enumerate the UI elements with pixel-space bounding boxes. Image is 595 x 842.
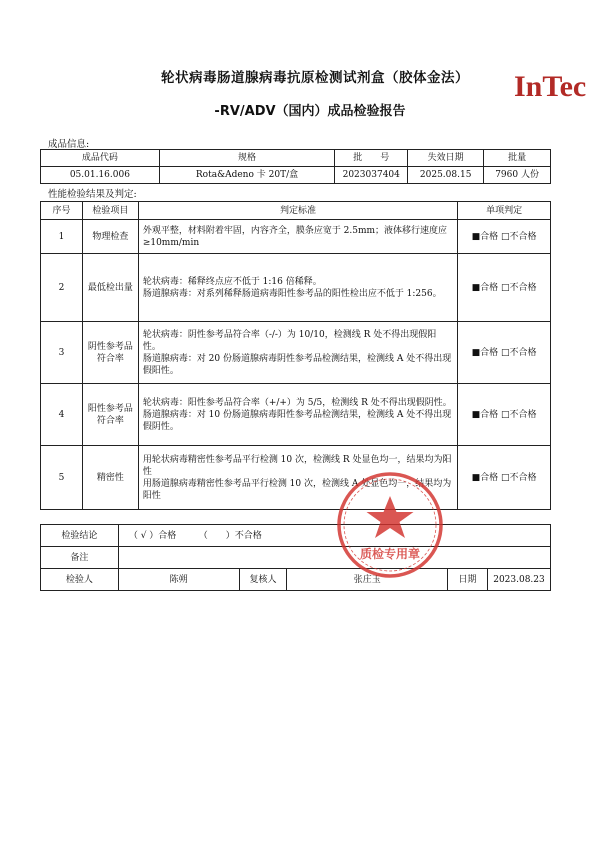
row-standard <box>138 446 457 510</box>
inspector-name: 陈朔 <box>118 569 239 591</box>
row-verdict: ■合格 □不合格 <box>458 446 551 510</box>
reviewer-label: 复核人 <box>239 569 287 591</box>
standard-line: 肠道腺病毒：对 20 份肠道腺病毒阴性参考品检测结果，检测线 A 处不得出现假阳性。 <box>142 353 452 376</box>
row-verdict: ■合格 □不合格 <box>458 220 551 254</box>
header-batch: 批 号 <box>335 150 408 167</box>
logo-text: InTec <box>514 70 587 103</box>
date-value: 2023.08.23 <box>487 569 550 591</box>
table-row <box>41 322 551 384</box>
standard-line: 轮状病毒：稀释终点应不低于 1:16 倍稀释。 <box>142 276 322 287</box>
conclusion-label: 检验结论 <box>41 525 119 547</box>
table-row <box>41 446 551 510</box>
conclusion-value: （ √ ）合格 （ ）不合格 <box>118 525 550 547</box>
signature-row <box>41 569 551 591</box>
row-item: 最低检出量 <box>82 254 138 322</box>
standard-line: 轮状病毒：阳性参考品符合率（+/+）为 5/5，检测线 R 处不得出现假阴性。 <box>142 397 452 408</box>
header-verdict: 单项判定 <box>458 202 551 220</box>
remarks-row <box>41 547 551 569</box>
row-item: 阳性参考品符合率 <box>82 384 138 446</box>
row-no: 2 <box>41 254 83 322</box>
performance-table <box>40 201 551 510</box>
row-standard <box>138 220 457 254</box>
row-standard <box>138 384 457 446</box>
row-verdict: ■合格 □不合格 <box>458 322 551 384</box>
value-expiry: 2025.08.15 <box>408 167 484 184</box>
row-item: 阴性参考品符合率 <box>82 322 138 384</box>
row-item: 精密性 <box>82 446 138 510</box>
conclusion-table <box>40 524 551 591</box>
product-info-table <box>40 149 551 184</box>
table-row <box>41 254 551 322</box>
value-product-code: 05.01.16.006 <box>41 167 160 184</box>
report-title-line1: 轮状病毒肠道腺病毒抗原检测试剂盒（胶体金法） <box>161 70 469 86</box>
product-info-label: 成品信息: <box>48 139 90 150</box>
report-title-line2: -RV/ADV（国内）成品检验报告 <box>214 104 406 119</box>
header-item: 检验项目 <box>82 202 138 220</box>
stamp-text: 质检专用章 <box>359 547 421 561</box>
inspector-label: 检验人 <box>41 569 119 591</box>
header-standard: 判定标准 <box>138 202 457 220</box>
row-no: 1 <box>41 220 83 254</box>
product-info-value-row <box>41 167 551 184</box>
header-quantity: 批量 <box>484 150 551 167</box>
row-no: 5 <box>41 446 83 510</box>
reviewer-name: 张庄玉 <box>287 569 448 591</box>
performance-label: 性能检验结果及判定: <box>48 189 137 200</box>
header-spec: 规格 <box>159 150 335 167</box>
product-info-header-row <box>41 150 551 167</box>
value-quantity: 7960 人份 <box>484 167 551 184</box>
row-verdict: ■合格 □不合格 <box>458 254 551 322</box>
standard-line: 肠道腺病毒：对系列稀释肠道病毒阳性参考品的阳性检出应不低于 1:256。 <box>142 288 442 299</box>
value-spec: Rota&Adeno 卡 20T/盒 <box>159 167 335 184</box>
table-row <box>41 220 551 254</box>
standard-line: 外观平整，材料附着牢固，内容齐全，膜条应宽于 2.5mm；液体移行速度应≥10mm/min <box>142 225 448 248</box>
header-product-code: 成品代码 <box>41 150 160 167</box>
row-item: 物理检查 <box>82 220 138 254</box>
remarks-value <box>118 547 550 569</box>
row-verdict: ■合格 □不合格 <box>458 384 551 446</box>
standard-line: 用肠道腺病毒精密性参考品平行检测 10 次，检测线 A 处显色均一，结果均为阳性 <box>142 478 452 501</box>
row-no: 3 <box>41 322 83 384</box>
row-standard <box>138 254 457 322</box>
standard-line: 轮状病毒：阴性参考品符合率（-/-）为 10/10，检测线 R 处不得出现假阳性。 <box>142 329 437 352</box>
header-expiry: 失效日期 <box>408 150 484 167</box>
standard-line: 肠道腺病毒：对 10 份肠道腺病毒阳性参考品检测结果，检测线 A 处不得出现假阴性。 <box>142 409 452 432</box>
intec-logo <box>512 62 587 106</box>
remarks-label: 备注 <box>41 547 119 569</box>
table-row <box>41 384 551 446</box>
date-label: 日期 <box>448 569 488 591</box>
value-batch: 2023037404 <box>335 167 408 184</box>
standard-line: 用轮状病毒精密性参考品平行检测 10 次，检测线 R 处显色均一，结果均为阳性 <box>142 454 452 477</box>
row-no: 4 <box>41 384 83 446</box>
header-no: 序号 <box>41 202 83 220</box>
performance-header-row <box>41 202 551 220</box>
conclusion-row <box>41 525 551 547</box>
row-standard <box>138 322 457 384</box>
